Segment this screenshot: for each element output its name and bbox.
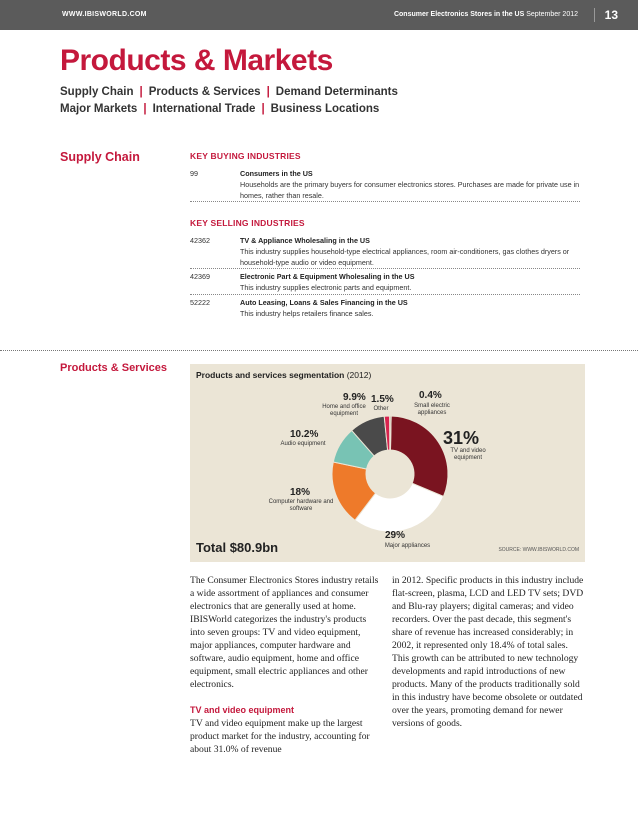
nav-business-locations[interactable]: Business Locations bbox=[270, 103, 380, 115]
nav-supply-chain[interactable]: Supply Chain bbox=[60, 86, 134, 98]
slice-label-name: Small electric appliances bbox=[414, 403, 450, 416]
industry-name: Electronic Part & Equipment Wholesaling in the US bbox=[240, 272, 415, 281]
slice-label-pct: 18% bbox=[290, 487, 311, 498]
nav-separator: | bbox=[266, 86, 270, 98]
nav-international-trade[interactable]: International Trade bbox=[152, 103, 256, 115]
industry-code: 99 bbox=[190, 169, 198, 178]
divider bbox=[190, 268, 580, 269]
slice-label-pct: 31% bbox=[443, 428, 480, 448]
slice-label-name: TV and video equipment bbox=[450, 448, 486, 461]
industry-desc: This industry supplies electronic parts and equipment. bbox=[240, 283, 412, 292]
slice-label-pct: 10.2% bbox=[290, 429, 319, 440]
slice-label-pct: 9.9% bbox=[343, 392, 366, 403]
industry-desc: This industry supplies household-type electrical appliances, room air-conditioners, gas clothes dryers or household-type audio or video equipment. bbox=[240, 247, 570, 267]
chart-title-text: Products and services segmentation bbox=[196, 370, 345, 380]
slice-label-name: Other bbox=[373, 406, 389, 412]
slice-label-pct: 29% bbox=[385, 530, 406, 541]
industry-code: 42369 bbox=[190, 272, 210, 281]
divider bbox=[190, 294, 580, 295]
supply-chain-title: Supply Chain bbox=[60, 150, 140, 164]
slice-label-name: Major appliances bbox=[384, 543, 431, 549]
nav-major-markets[interactable]: Major Markets bbox=[60, 103, 138, 115]
nav-separator: | bbox=[261, 103, 265, 115]
site-url[interactable]: WWW.IBISWORLD.COM bbox=[62, 11, 147, 18]
page-title: Products & Markets bbox=[60, 44, 333, 77]
slice-label-pct: 0.4% bbox=[419, 390, 442, 401]
section-divider bbox=[0, 350, 638, 351]
nav-demand-determinants[interactable]: Demand Determinants bbox=[275, 86, 398, 98]
paragraph: TV and video equipment make up the largest product market for the industry, accounting for about 31.0% of revenue bbox=[190, 718, 370, 755]
key-buying-heading: KEY BUYING INDUSTRIES bbox=[190, 151, 301, 161]
industry-name: Auto Leasing, Loans & Sales Financing in the US bbox=[240, 298, 408, 307]
body-column-2 bbox=[392, 574, 584, 730]
slice-label-pct: 1.5% bbox=[371, 394, 394, 405]
industry-name: Consumers in the US bbox=[240, 169, 313, 178]
industry-name: TV & Appliance Wholesaling in the US bbox=[240, 236, 370, 245]
nav-line-1 bbox=[60, 86, 398, 98]
nav-products-services[interactable]: Products & Services bbox=[148, 86, 261, 98]
industry-code: 42362 bbox=[190, 236, 210, 245]
paragraph: in 2012. Specific products in this industry include flat-screen, plasma, LCD and LED TV sets; DVD and Blu-ray players; digital cameras; and video recorders. Over the past decade, this segment's share of revenue has increased considerably; in 2002, it represented only 18.4% of total sales. This growth can be attributed to new technology developments and rapid introductions of new products. Many of the products traditionally sold in this industry have become obsolete or outdated over the years, promoting demand for newer versions of goods. bbox=[392, 575, 584, 729]
nav-separator: | bbox=[143, 103, 147, 115]
body-column-1 bbox=[190, 574, 380, 756]
donut-slice bbox=[390, 416, 391, 450]
page-number: 13 bbox=[594, 8, 618, 22]
chart-year: (2012) bbox=[346, 370, 372, 380]
key-selling-heading: KEY SELLING INDUSTRIES bbox=[190, 218, 305, 228]
slice-label-name: Computer hardware and software bbox=[268, 499, 334, 512]
nav-separator: | bbox=[139, 86, 143, 98]
chart-title bbox=[196, 370, 371, 380]
products-services-title: Products & Services bbox=[60, 362, 167, 374]
chart-source: SOURCE: WWW.IBISWORLD.COM bbox=[498, 547, 579, 553]
divider bbox=[190, 201, 580, 202]
nav-line-2 bbox=[60, 103, 379, 115]
subheading: TV and video equipment bbox=[190, 705, 295, 715]
paragraph: The Consumer Electronics Stores industry retails a wide assortment of appliances and consumer electronics that are generally used at home. IBISWorld categorizes the industry's products into seven groups: TV and video equipment, major appliances, computer hardware and software, audio equipment, home and office equipment, small electric appliances and other electronics. bbox=[190, 575, 379, 690]
industry-desc: Households are the primary buyers for consumer electronics stores. Purchases are made for private use in homes, rather than resale. bbox=[240, 180, 580, 200]
slice-label-name: Home and office equipment bbox=[322, 404, 366, 417]
page-header bbox=[0, 0, 638, 30]
slice-label-name: Audio equipment bbox=[280, 441, 326, 447]
donut-chart bbox=[330, 414, 450, 534]
chart-total: Total $80.9bn bbox=[196, 540, 279, 555]
industry-code: 52222 bbox=[190, 298, 210, 307]
doc-date: September 2012 bbox=[526, 11, 578, 18]
segmentation-chart bbox=[190, 364, 585, 562]
doc-title-text: Consumer Electronics Stores in the US bbox=[393, 11, 525, 18]
document-title bbox=[394, 11, 578, 18]
industry-desc: This industry helps retailers finance sales. bbox=[240, 309, 374, 318]
